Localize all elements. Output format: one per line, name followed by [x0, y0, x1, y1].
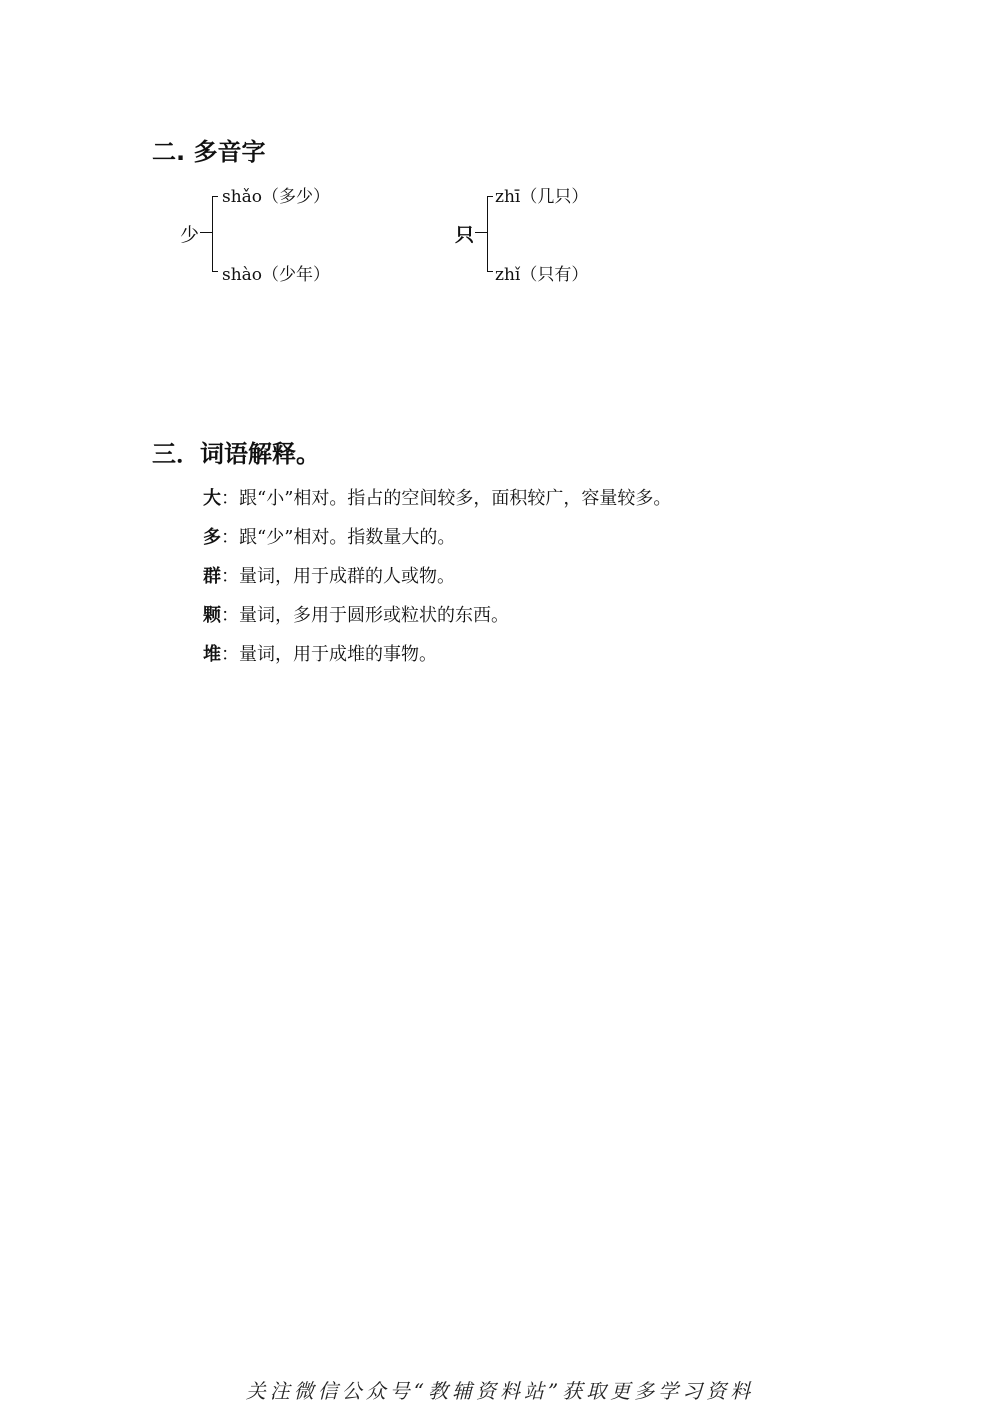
definition-text: 量词，用于成堆的事物。 — [239, 644, 437, 665]
definition-item — [203, 601, 509, 627]
definition-item — [203, 640, 437, 666]
brace-bottom-tick — [212, 271, 218, 272]
definition-item — [203, 562, 455, 588]
definition-term: 颗 — [203, 605, 221, 626]
definition-term: 大 — [203, 488, 221, 509]
polyphonic-char: 只 — [455, 224, 475, 246]
footer-promo: 关注微信公众号“教辅资料站”获取更多学习资料 — [245, 1379, 755, 1403]
brace-connector — [475, 232, 487, 233]
definition-separator: ： — [221, 488, 239, 509]
definition-item — [203, 523, 455, 549]
brace-top-tick — [487, 196, 493, 197]
definition-text: 量词，多用于圆形或粒状的东西。 — [239, 605, 509, 626]
definition-text: 量词，用于成群的人或物。 — [239, 566, 455, 587]
pinyin-reading: zhǐ（只有） — [495, 265, 589, 285]
pinyin-reading: shào（少年） — [222, 265, 331, 285]
brace-top-tick — [212, 196, 218, 197]
definition-text: 跟“小”相对。指占的空间较多，面积较广，容量较多。 — [239, 488, 672, 509]
definition-text: 跟“少”相对。指数量大的。 — [239, 527, 456, 548]
brace-bottom-tick — [487, 271, 493, 272]
definition-separator: ： — [221, 566, 239, 587]
brace — [487, 196, 488, 272]
definition-term: 群 — [203, 566, 221, 587]
definition-separator: ： — [221, 527, 239, 548]
definition-separator: ： — [221, 644, 239, 665]
brace-connector — [200, 232, 212, 233]
polyphonic-char: 少 — [180, 224, 200, 246]
definition-term: 多 — [203, 527, 221, 548]
pinyin-reading: zhī（几只） — [495, 187, 589, 207]
section-title-definitions: 三．词语解释。 — [152, 440, 320, 468]
definition-item — [203, 484, 671, 510]
definition-separator: ： — [221, 605, 239, 626]
brace — [212, 196, 213, 272]
section-title-polyphonic: 二. 多音字 — [152, 138, 266, 166]
pinyin-reading: shǎo（多少） — [222, 187, 331, 207]
definition-term: 堆 — [203, 644, 221, 665]
